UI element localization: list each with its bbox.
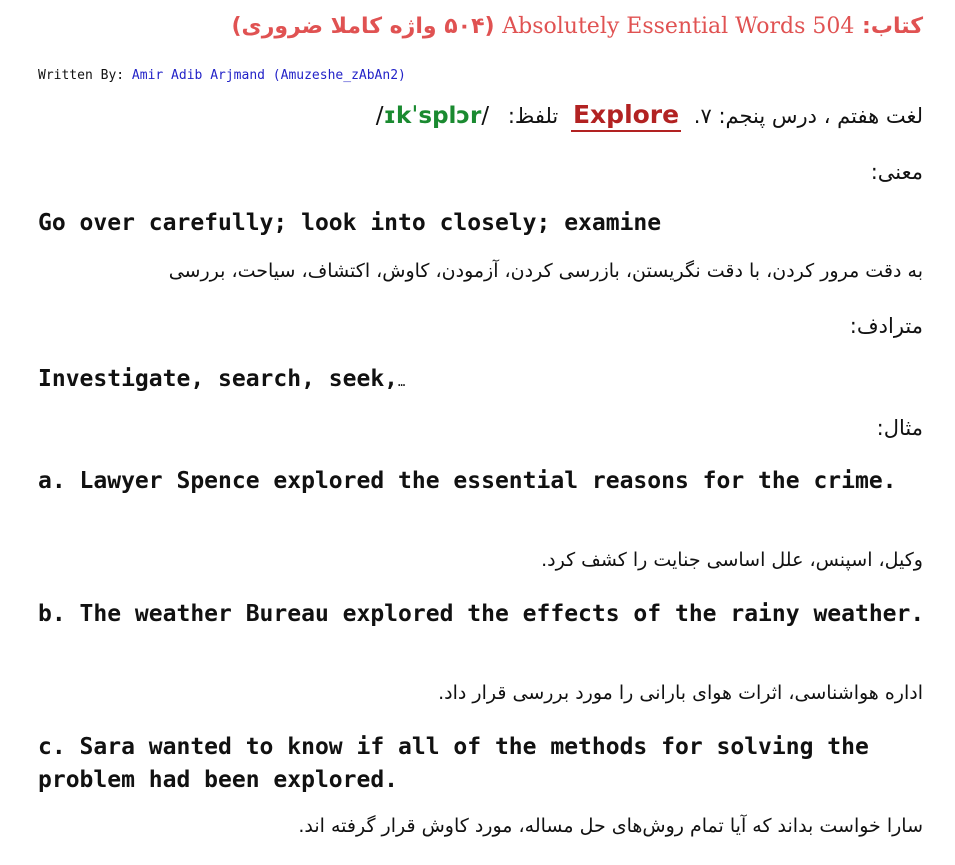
book-title-en: Absolutely Essential Words 504 — [502, 14, 855, 39]
pronunciation-label: تلفظ: — [507, 104, 559, 128]
ipa-open-slash: / — [375, 103, 384, 129]
author-label: Written By: — [38, 68, 125, 83]
example-b-en: b. The weather Bureau explored the effects of the rainy weather. — [38, 601, 925, 627]
synonyms-heading: مترادف: — [849, 314, 923, 338]
ipa-transcription — [376, 103, 489, 129]
definition-en: Go over carefully; look into closely; examine — [38, 210, 662, 236]
book-title-line — [30, 14, 923, 39]
example-a-en: a. Lawyer Spence explored the essential reasons for the crime. — [38, 468, 897, 494]
book-label: کتاب: — [862, 14, 923, 39]
examples-heading: مثال: — [876, 416, 923, 440]
lesson-intro: لغت هفتم ، درس پنجم: ۷. — [693, 104, 923, 128]
example-c-en: c. Sara wanted to know if all of the methods for solving the problem had been explored. — [38, 734, 869, 793]
example-c-fa: سارا خواست بداند که آیا تمام روش‌های حل مساله، مورد کاوش قرار گرفته اند. — [298, 815, 923, 837]
example-a-fa: وکیل، اسپنس، علل اساسی جنایت را کشف کرد. — [541, 549, 923, 571]
author-line — [38, 68, 925, 83]
synonyms-text — [38, 366, 925, 392]
ipa-text: ɪkˈsplɔr — [383, 103, 482, 129]
author-name: Amir Adib Arjmand (Amuzeshe_zAbAn2) — [131, 68, 406, 83]
meaning-heading: معنی: — [870, 160, 923, 184]
synonyms-list: Investigate, search, seek, — [38, 366, 399, 392]
vocabulary-word: Explore — [571, 100, 681, 132]
definition-fa: به دقت مرور کردن، با دقت نگریستن، بازرسی کردن، آزمودن، کاوش، اکتشاف، سیاحت، بررسی — [168, 260, 923, 282]
synonyms-ellipsis: … — [398, 375, 406, 389]
example-b-fa: اداره هواشناسی، اثرات هوای بارانی را مورد بررسی قرار داد. — [438, 682, 923, 704]
book-title-fa: (۵۰۴ واژه کاملا ضروری) — [231, 14, 495, 39]
ipa-close-slash: / — [481, 103, 490, 129]
lesson-line — [30, 100, 923, 132]
